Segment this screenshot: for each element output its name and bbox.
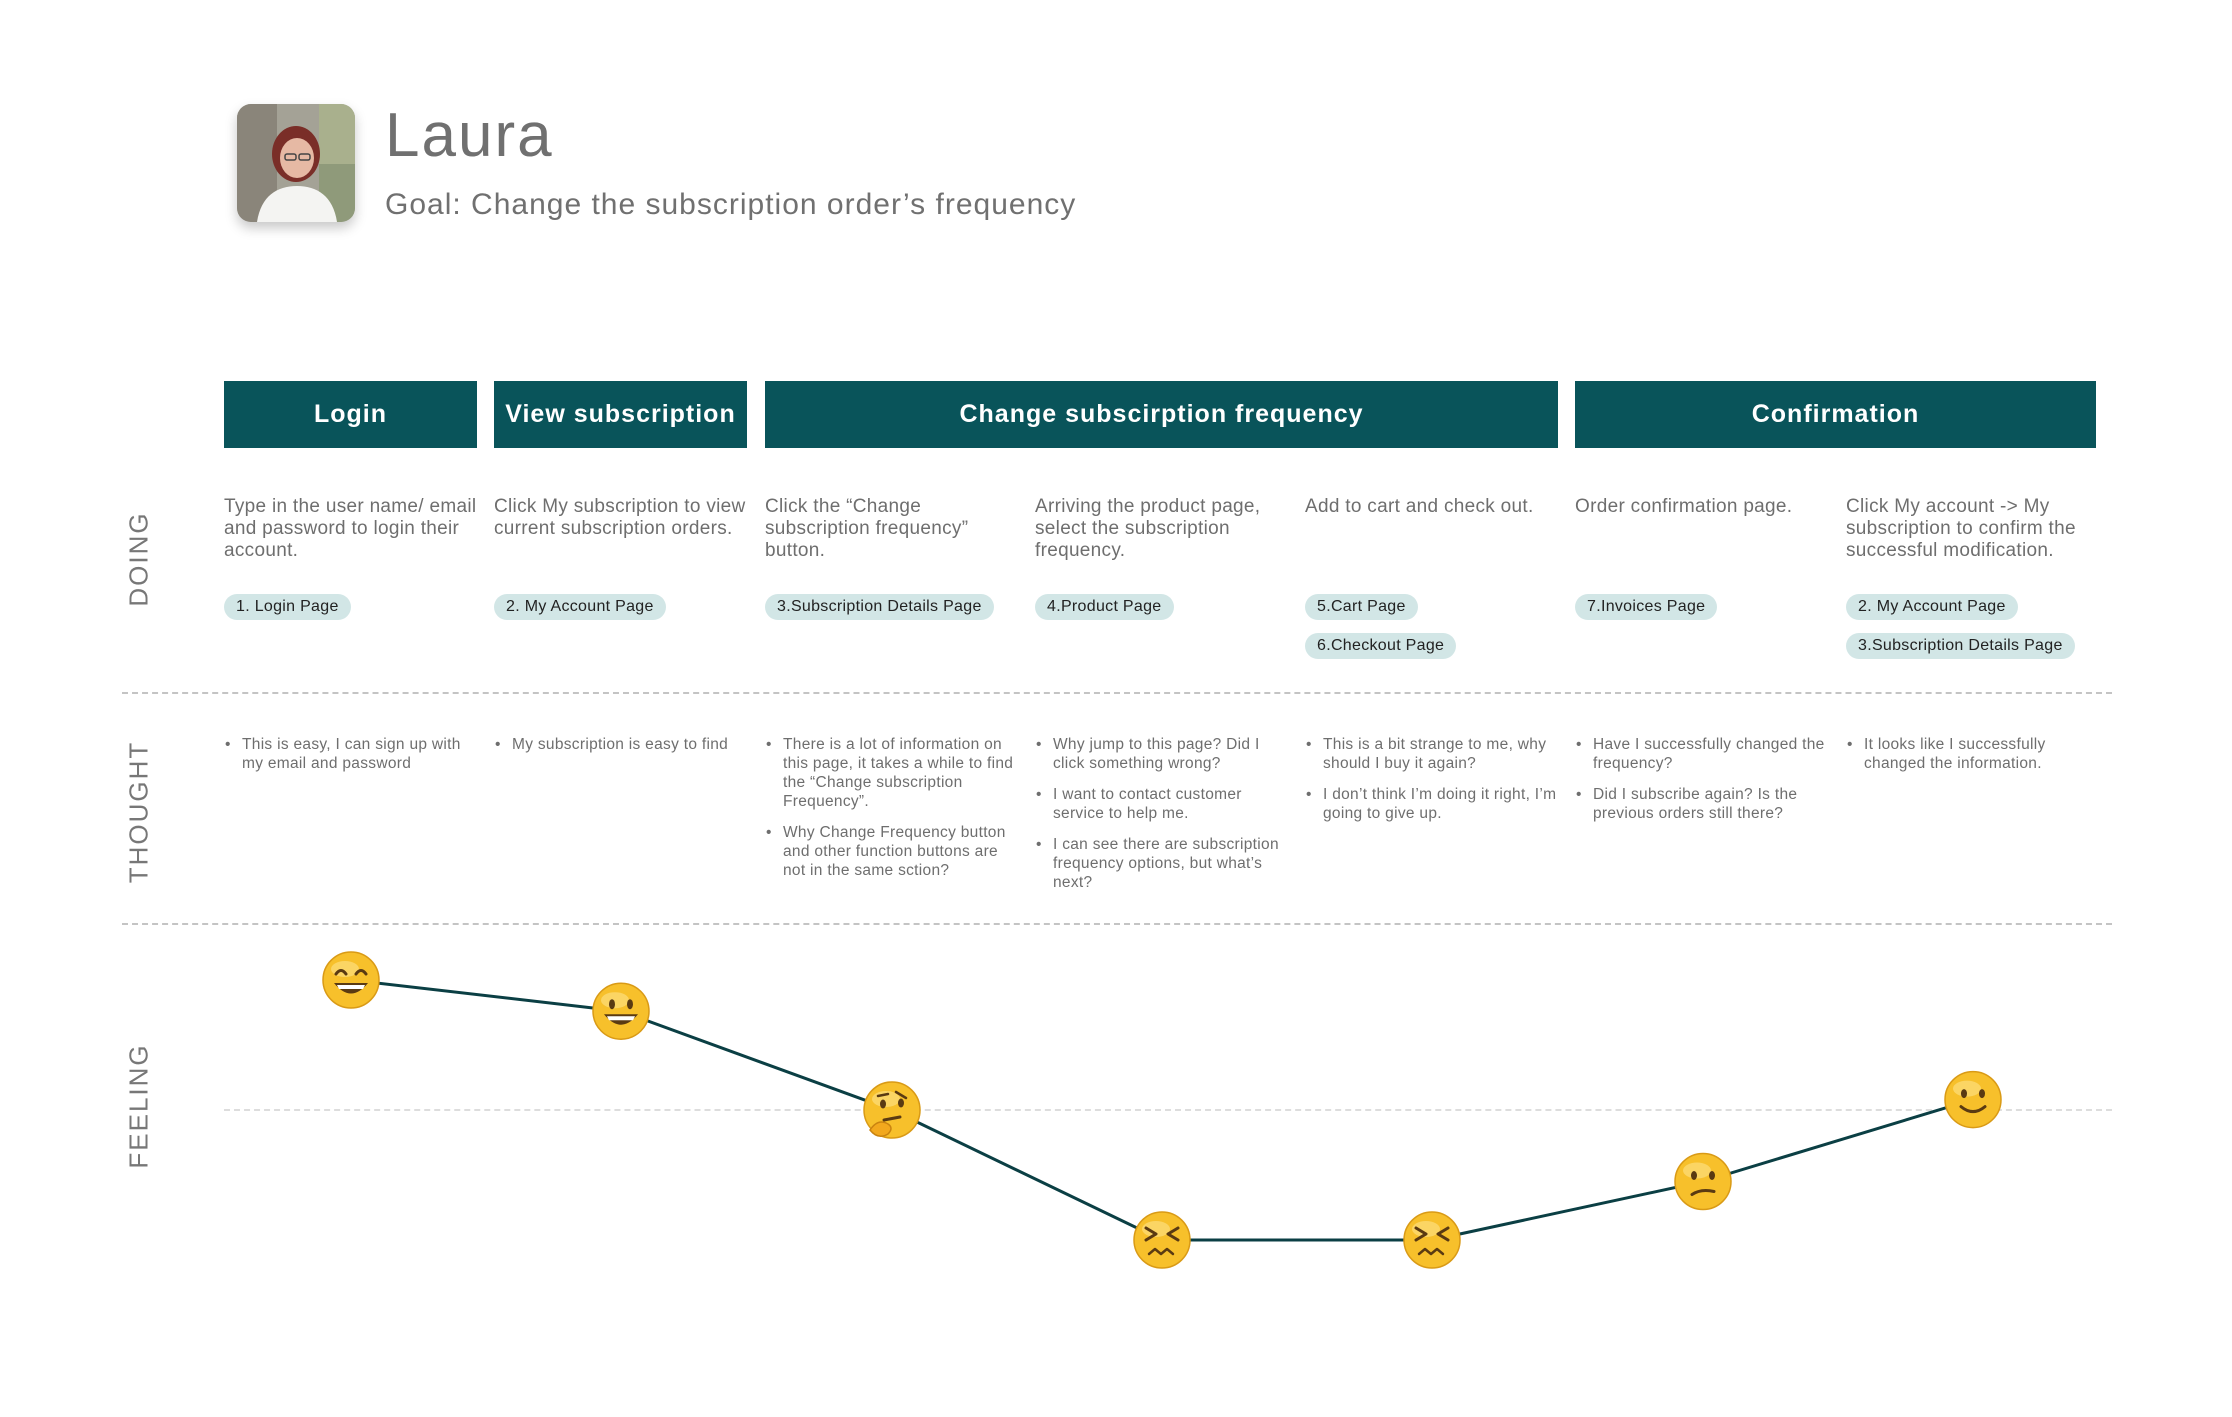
doing-text: Type in the user name/ email and password to login their account. (224, 496, 477, 561)
doing-text: Order confirmation page. (1575, 496, 1793, 517)
page-tag: 4.Product Page (1035, 594, 1174, 620)
emoji-thinking-icon (864, 1082, 920, 1138)
page-tag: 3.Subscription Details Page (1846, 633, 2075, 659)
thought-item: • I want to contact customer service to help me. (1035, 785, 1293, 823)
page-tag: 3.Subscription Details Page (765, 594, 994, 620)
thought-item: • Why jump to this page? Did I click something wrong? (1035, 735, 1293, 773)
doing-text: Click My subscription to view current subscription orders. (494, 496, 746, 539)
thought-item: • My subscription is easy to find (494, 735, 744, 754)
emoji-frustrated-icon (1134, 1212, 1190, 1268)
emoji-happy-icon (593, 983, 649, 1039)
stage-confirmation: Confirmation (1575, 381, 2096, 448)
thought-item: • Why Change Frequency button and other function buttons are not in the same sction? (765, 823, 1020, 880)
doing-text: Add to cart and check out. (1305, 496, 1534, 517)
thought-item: • Did I subscribe again? Is the previous orders still there? (1575, 785, 1837, 823)
emoji-very-happy-icon (323, 952, 379, 1008)
page-tag: 5.Cart Page (1305, 594, 1418, 620)
doing-text: Click My account -> My subscription to confirm the successful modification. (1846, 496, 2076, 561)
page-tag: 7.Invoices Page (1575, 594, 1717, 620)
page-tag: 2. My Account Page (1846, 594, 2018, 620)
emoji-frustrated-icon (1404, 1212, 1460, 1268)
thought-item: • There is a lot of information on this page, it takes a while to find the “Change subscription Frequency”. (765, 735, 1020, 811)
thought-item: • Have I successfully changed the frequency? (1575, 735, 1837, 773)
page-tag: 6.Checkout Page (1305, 633, 1456, 659)
page-tag: 2. My Account Page (494, 594, 666, 620)
persona-goal: Goal: Change the subscription order’s frequency (385, 188, 1077, 221)
feeling-emojis (323, 952, 2001, 1268)
emoji-confused-icon (1675, 1154, 1731, 1210)
stage-view-subscription: View subscription (494, 381, 747, 448)
stage-change-frequency: Change subscirption frequency (765, 381, 1558, 448)
thought-item: • It looks like I successfully changed the information. (1846, 735, 2096, 773)
thought-item: • I can see there are subscription frequency options, but what’s next? (1035, 835, 1293, 892)
stage-login: Login (224, 381, 477, 448)
persona-name: Laura (385, 101, 554, 170)
thought-item: • I don’t think I’m doing it right, I’m going to give up. (1305, 785, 1567, 823)
thought-item: • This is easy, I can sign up with my email and password (224, 735, 484, 773)
emoji-content-icon (1945, 1072, 2001, 1128)
doing-text: Click the “Change subscription frequency” button. (765, 496, 969, 561)
page-tag: 1. Login Page (224, 594, 351, 620)
thought-item: • This is a bit strange to me, why should I buy it again? (1305, 735, 1567, 773)
doing-text: Arriving the product page, select the subscription frequency. (1035, 496, 1261, 561)
